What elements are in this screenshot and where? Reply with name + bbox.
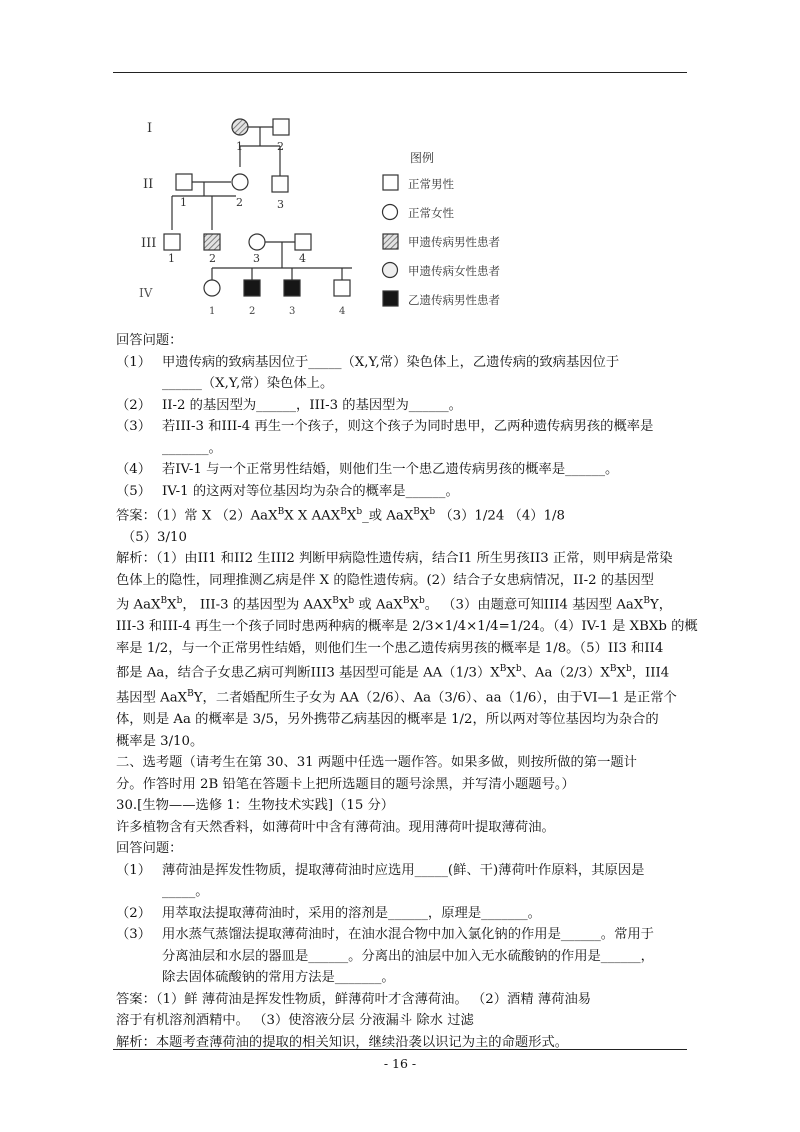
question-1-cont: ______（X,Y,常）染色体上。 bbox=[162, 376, 334, 391]
individual-IV-2 bbox=[244, 280, 260, 296]
answer-1-cont: （5）3/10 bbox=[122, 529, 187, 545]
svg-text:4: 4 bbox=[299, 252, 306, 265]
gen-label: IV bbox=[139, 286, 153, 300]
individual-IV-1 bbox=[204, 280, 220, 296]
svg-text:2: 2 bbox=[209, 252, 216, 265]
svg-text:甲遗传病男性患者: 甲遗传病男性患者 bbox=[408, 235, 500, 249]
analysis-line: III-3 和III-4 再生一个孩子同时患两种病的概率是 2/3×1/4×1/4=1/24。（4）IV-1 是 XBXb 的概 bbox=[116, 619, 698, 635]
q30-part-1: （1） 薄荷油是挥发性物质，提取薄荷油时应选用_____(鲜、干)薄荷叶作原料，其原因是 bbox=[116, 862, 645, 878]
q30-part-1-cont: _____。 bbox=[162, 884, 209, 900]
svg-text:甲遗传病女性患者: 甲遗传病女性患者 bbox=[408, 264, 500, 278]
legend-b-male-icon bbox=[383, 291, 398, 306]
q30-title: 30.[生物——选修 1：生物技术实践]（15 分） bbox=[116, 798, 395, 814]
page-number: - 16 - bbox=[383, 1056, 417, 1071]
svg-text:2: 2 bbox=[249, 306, 256, 317]
svg-text:1: 1 bbox=[209, 306, 216, 317]
question-5: （5） IV-1 的这两对等位基因均为杂合的概率是______。 bbox=[116, 483, 459, 499]
individual-III-2 bbox=[204, 234, 220, 250]
individual-III-4 bbox=[295, 234, 311, 250]
q30-answer-cont: 溶于有机溶剂酒精中。 （3）使溶液分层 分液漏斗 除水 过滤 bbox=[116, 1013, 474, 1029]
svg-text:1: 1 bbox=[236, 140, 243, 153]
questions-intro: 回答问题： bbox=[116, 333, 183, 348]
q30-answer: 答案：（1）鲜 薄荷油是挥发性物质，鲜薄荷叶才含薄荷油。 （2）酒精 薄荷油易 bbox=[116, 991, 592, 1007]
gen-label: II bbox=[143, 177, 154, 192]
q30-analysis: 解析：本题考查薄荷油的提取的相关知识，继续沿袭以识记为主的命题形式。 bbox=[116, 1034, 569, 1050]
question-block bbox=[116, 330, 696, 1053]
analysis-line: 解析：（1）由II1 和II2 生III2 判断甲病隐性遗传病，结合I1 所生男孩II3 正常，则甲病是常染 bbox=[116, 551, 673, 567]
svg-text:乙遗传病男性患者: 乙遗传病男性患者 bbox=[408, 293, 500, 307]
svg-text:4: 4 bbox=[339, 306, 346, 317]
question-3-cont: _______。 bbox=[162, 440, 222, 456]
q30-part-3-cont: 除去固体硫酸钠的常用方法是_______。 bbox=[162, 970, 395, 986]
svg-text:正常男性: 正常男性 bbox=[408, 177, 454, 191]
individual-III-1 bbox=[164, 234, 180, 250]
q30-part-2: （2） 用萃取法提取薄荷油时，采用的溶剂是______，原理是_______。 bbox=[116, 905, 541, 921]
individual-IV-3 bbox=[284, 280, 300, 296]
analysis-line: 都是 Aa，结合子女患乙病可判断III3 基因型可能是 $AA(1/3)X^BX^b$、$Aa(2/3)X^BX^b$，III4 bbox=[116, 664, 670, 681]
question-3: （3） 若III-3 和III-4 再生一个孩子，则这个孩子为同时患甲，乙两种遗传病男孩的概率是 bbox=[116, 419, 654, 434]
analysis-line: 体，则是 Aa 的概率是 3/5，另外携带乙病基因的概率是 1/2，所以两对等位基因均为杂合的 bbox=[116, 712, 659, 728]
individual-II-2 bbox=[232, 174, 248, 190]
gen-label: III bbox=[141, 236, 157, 251]
answer-1: 答案：（1）常 X （2）AaX$^B$X X $AAX^BX^b\_$或 $AaX^BX^b$ （3）1/24 （4）1/8 bbox=[116, 507, 565, 524]
svg-text:3: 3 bbox=[289, 306, 296, 317]
q30-intro: 许多植物含有天然香料，如薄荷叶中含有薄荷油。现用薄荷叶提取薄荷油。 bbox=[116, 819, 555, 835]
analysis-line: 色体上的隐性，同理推测乙病是伴 X 的隐性遗传病。(2）结合子女患病情况，II-2 的基因型 bbox=[116, 572, 654, 588]
question-2: （2） II-2 的基因型为______，III-3 的基因型为______。 bbox=[116, 397, 462, 413]
legend-a-male-icon bbox=[383, 234, 398, 249]
gen-label: I bbox=[147, 121, 153, 136]
individual-IV-4 bbox=[334, 280, 350, 296]
section-2-heading: 二、选考题（请考生在第 30、31 两题中任选一题作答。如果多做，则按所做的第一题计 bbox=[116, 755, 637, 771]
footer-rule bbox=[113, 1049, 687, 1050]
svg-text:1: 1 bbox=[168, 252, 175, 265]
header-rule bbox=[113, 72, 687, 73]
individual-I-2 bbox=[273, 119, 289, 135]
individual-III-3 bbox=[249, 234, 265, 250]
q30-part-3-cont: 分离油层和水层的器皿是______。分离出的油层中加入无水硫酸钠的作用是______， bbox=[162, 948, 654, 964]
analysis-line: 基因型 AaX$^B$Y，二者婚配所生子女为 AA（2/6）、Aa（3/6）、aa（1/6），由于VI—1 是正常个 bbox=[116, 689, 677, 706]
individual-II-1 bbox=[176, 174, 192, 190]
legend-title: 图例 bbox=[410, 151, 435, 165]
individual-II-3 bbox=[272, 176, 288, 192]
svg-text:2: 2 bbox=[277, 140, 284, 153]
section-2-heading-cont: 分。作答时用 2B 铅笔在答题卡上把所选题目的题号涂黑，并写清小题题号。） bbox=[116, 776, 575, 792]
legend-normal-male-icon bbox=[383, 175, 398, 190]
q30-ask: 回答问题： bbox=[116, 841, 183, 857]
individual-I-1 bbox=[232, 119, 248, 135]
analysis-line: 为 $AaX^BX^b$， III-3 的基因型为 $AAX^BX^b$ 或 $AaX^BX^b$。 （3）由题意可知III4 基因型 AaX$^B$Y， bbox=[116, 596, 673, 613]
pedigree-diagram bbox=[120, 100, 560, 325]
svg-text:3: 3 bbox=[277, 198, 284, 211]
legend-a-female-icon bbox=[383, 263, 398, 278]
question-4: （4） 若IV-1 与一个正常男性结婚，则他们生一个患乙遗传病男孩的概率是______。 bbox=[116, 462, 619, 477]
svg-text:3: 3 bbox=[253, 252, 260, 265]
analysis-line: 概率是 3/10。 bbox=[116, 733, 204, 749]
legend-normal-female-icon bbox=[383, 205, 398, 220]
q30-part-3: （3） 用水蒸气蒸馏法提取薄荷油时，在油水混合物中加入氯化钠的作用是______。常用于 bbox=[116, 927, 654, 943]
question-1: （1） 甲遗传病的致病基因位于_____（X,Y,常）染色体上，乙遗传病的致病基因位于 bbox=[116, 354, 620, 370]
svg-text:正常女性: 正常女性 bbox=[408, 206, 454, 220]
analysis-line: 率是 1/2，与一个正常男性结婚，则他们生一个患乙遗传病男孩的概率是 1/8。（5）II3 和II4 bbox=[116, 640, 664, 656]
svg-text:2: 2 bbox=[236, 196, 243, 209]
svg-text:1: 1 bbox=[180, 196, 187, 209]
